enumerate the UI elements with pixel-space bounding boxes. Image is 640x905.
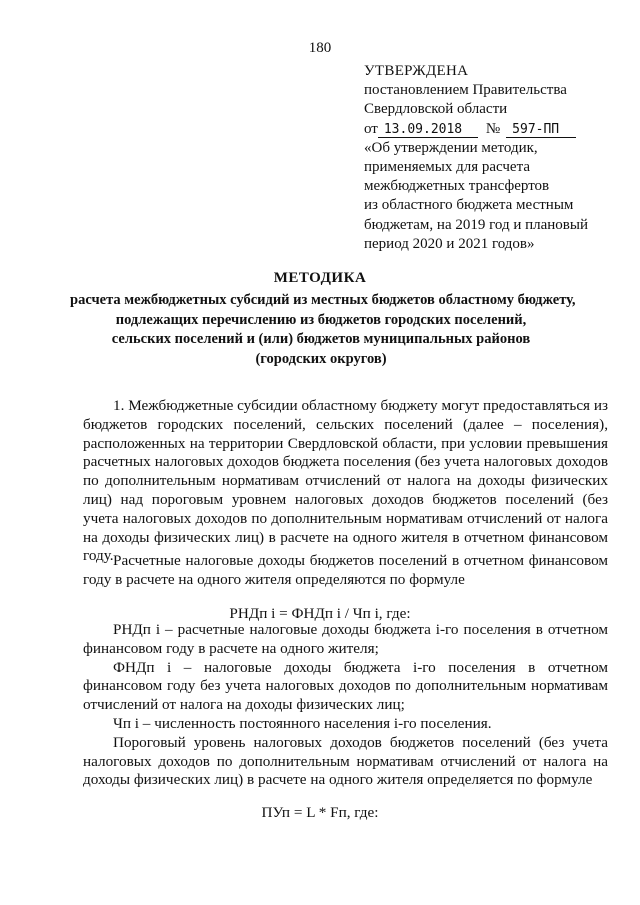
approval-line: применяемых для расчета: [364, 159, 530, 176]
approval-line: «Об утверждении методик,: [364, 139, 538, 156]
formula-rnd: РНДп i = ФНДп i / Чп i, где:: [229, 605, 411, 622]
page-number: 180: [308, 40, 332, 56]
approval-line: период 2020 и 2021 годов»: [364, 235, 535, 252]
document-subtitle: [70, 291, 576, 369]
document-title: МЕТОДИКА: [273, 270, 367, 286]
paragraph-1: [83, 397, 608, 566]
subtitle-line: подлежащих перечислению из бюджетов городских поселений,: [115, 311, 527, 328]
approval-stamp-block: [364, 62, 614, 254]
date-prefix: от: [364, 120, 378, 137]
paragraph-2: [83, 552, 608, 590]
formula-pu: ПУп = L * Fп, где:: [261, 804, 379, 821]
number-sign: №: [485, 120, 501, 137]
definition-ch: Чп i – численность постоянного населения i-го поселения.: [113, 714, 492, 732]
approval-line: Свердловской области: [364, 101, 508, 118]
paragraph-text: Расчетные налоговые доходы бюджетов поселений в отчетном финансовом году в расчете на одного жителя определяются по формуле: [83, 552, 608, 588]
approval-line: межбюджетных трансфертов: [364, 178, 550, 195]
subtitle-line: сельских поселений и (или) бюджетов муниципальных районов: [111, 331, 531, 347]
approval-number: 597-ПП: [506, 122, 576, 138]
approval-line: постановлением Правительства: [364, 82, 567, 99]
definitions-block: [83, 621, 608, 790]
definition-fnd: ФНДп i – налоговые доходы бюджета i-го поселения в отчетном финансовом году без учета налоговых доходов по дополнительным нормативам отчислений от налога на доходы физических лиц;: [83, 658, 608, 714]
paragraph-text: 1. Межбюджетные субсидии областному бюджету могут предоставляться из бюджетов городских поселений, сельских поселений (далее – поселения), расположенных на территории Свердловской области, при условии превышения расчетных налоговых доходов бюджета поселения (без учета налоговых доходов по дополнительным нормативам отчислений от налога на доходы физических лиц) над пороговым уровнем налоговых доходов бюджетов поселений (без учета налоговых доходов по дополнительным нормативам отчислений от налога на доходы физических лиц) в расчете на одного жителя в отчетном финансовом году.: [83, 397, 608, 565]
approval-line: из областного бюджета местным: [364, 197, 574, 214]
approval-date: 13.09.2018: [378, 122, 478, 138]
approval-line: бюджетам, на 2019 год и плановый: [364, 216, 588, 233]
definition-rnd: РНДп i – расчетные налоговые доходы бюджета i-го поселения в отчетном финансовом году в расчете на одного жителя;: [83, 621, 608, 657]
approval-date-line: [364, 120, 614, 139]
subtitle-line: расчета межбюджетных субсидий из местных бюджетов областному бюджету,: [70, 292, 576, 308]
subtitle-line: (городских округов): [255, 350, 387, 367]
paragraph-threshold: Пороговый уровень налоговых доходов бюджетов поселений (без учета налоговых доходов по дополнительным нормативам отчислений от налога на доходы физических лиц) в расчете на одного жителя определяется по формуле: [83, 733, 608, 789]
approval-title: УТВЕРЖДЕНА: [364, 63, 469, 79]
